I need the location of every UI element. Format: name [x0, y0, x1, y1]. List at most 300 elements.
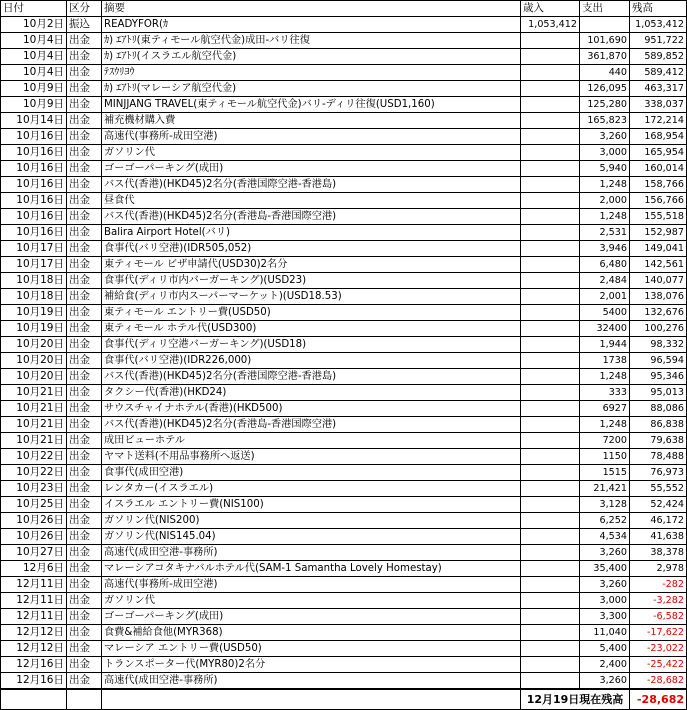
cell-expense[interactable]: 3,000 — [580, 593, 630, 609]
cell-desc[interactable]: ヤマト送料(不用品事務所へ返送) — [102, 449, 521, 465]
cell-desc[interactable]: MINJJANG TRAVEL(東ティモール航空代金)バリ-ディリ往復(USD1,160) — [102, 97, 521, 113]
cell-date[interactable]: 10月22日 — [1, 449, 67, 465]
cell-balance[interactable]: 78,488 — [630, 449, 687, 465]
cell-desc[interactable]: 東ティモール ビザ申請代(USD30)2名分 — [102, 257, 521, 273]
cell-expense[interactable]: 1,248 — [580, 209, 630, 225]
cell-balance[interactable]: 132,676 — [630, 305, 687, 321]
cell-expense[interactable]: 1150 — [580, 449, 630, 465]
cell-desc[interactable]: イスラエル エントリー費(NIS100) — [102, 497, 521, 513]
cell-desc[interactable]: ｶ) ｴｱﾄﾘ(イスラエル航空代金) — [102, 49, 521, 65]
cell-kind[interactable]: 出金 — [67, 545, 102, 561]
cell-desc[interactable]: バス代(香港)(HKD45)2名分(香港島-香港国際空港) — [102, 209, 521, 225]
cell-expense[interactable] — [580, 17, 630, 33]
cell-date[interactable]: 10月9日 — [1, 81, 67, 97]
cell-expense[interactable]: 11,040 — [580, 625, 630, 641]
cell-balance[interactable]: -23,022 — [630, 641, 687, 657]
cell-income[interactable] — [521, 449, 580, 465]
cell-date[interactable]: 10月23日 — [1, 481, 67, 497]
cell-expense[interactable]: 2,531 — [580, 225, 630, 241]
cell-desc[interactable]: ゴーゴーパーキング(成田) — [102, 161, 521, 177]
cell-income[interactable] — [521, 209, 580, 225]
cell-balance[interactable]: 168,954 — [630, 129, 687, 145]
cell-expense[interactable]: 5,400 — [580, 641, 630, 657]
table-row[interactable] — [1, 129, 687, 145]
cell-desc[interactable]: ガソリン代(NIS145.04) — [102, 529, 521, 545]
table-row[interactable] — [1, 305, 687, 321]
cell-expense[interactable]: 1738 — [580, 353, 630, 369]
cell-date[interactable]: 10月17日 — [1, 241, 67, 257]
cell-expense[interactable]: 1,248 — [580, 369, 630, 385]
cell-kind[interactable]: 出金 — [67, 49, 102, 65]
cell-balance[interactable]: 165,954 — [630, 145, 687, 161]
cell-date[interactable]: 10月20日 — [1, 353, 67, 369]
cell-desc[interactable]: バス代(香港)(HKD45)2名分(香港国際空港-香港島) — [102, 369, 521, 385]
cell-income[interactable] — [521, 161, 580, 177]
cell-kind[interactable]: 出金 — [67, 577, 102, 593]
cell-kind[interactable]: 出金 — [67, 465, 102, 481]
cell-expense[interactable]: 5,940 — [580, 161, 630, 177]
cell-balance[interactable]: 98,332 — [630, 337, 687, 353]
cell-kind[interactable]: 出金 — [67, 561, 102, 577]
cell-balance[interactable]: 155,518 — [630, 209, 687, 225]
cell-date[interactable]: 12月12日 — [1, 641, 67, 657]
cell-balance[interactable]: 2,978 — [630, 561, 687, 577]
cell-kind[interactable]: 出金 — [67, 97, 102, 113]
total-label: 12月19日現在残高 — [521, 689, 630, 710]
cell-kind[interactable]: 出金 — [67, 129, 102, 145]
cell-kind[interactable]: 出金 — [67, 113, 102, 129]
cell-kind[interactable]: 出金 — [67, 65, 102, 81]
table-row[interactable] — [1, 481, 687, 497]
cell-balance[interactable]: 158,766 — [630, 177, 687, 193]
cell-income[interactable] — [521, 657, 580, 673]
cell-date[interactable]: 10月22日 — [1, 465, 67, 481]
cell-desc[interactable]: READYFOR(ｶ — [102, 17, 521, 33]
cell-income[interactable] — [521, 145, 580, 161]
cell-expense[interactable]: 6,480 — [580, 257, 630, 273]
cell-balance[interactable]: 46,172 — [630, 513, 687, 529]
cell-expense[interactable]: 2,484 — [580, 273, 630, 289]
cell-desc[interactable]: 補給食(ディリ市内スーパーマーケット)(USD18.53) — [102, 289, 521, 305]
cell-desc[interactable]: 食事代(ディリ市内バーガーキング)(USD23) — [102, 273, 521, 289]
cell-income[interactable] — [521, 529, 580, 545]
cell-date[interactable]: 12月16日 — [1, 657, 67, 673]
table-row[interactable] — [1, 577, 687, 593]
cell-income[interactable] — [521, 625, 580, 641]
cell-desc[interactable]: 成田ビューホテル — [102, 433, 521, 449]
table-row[interactable] — [1, 641, 687, 657]
cell-income[interactable] — [521, 273, 580, 289]
cell-kind[interactable]: 出金 — [67, 353, 102, 369]
cell-expense[interactable]: 35,400 — [580, 561, 630, 577]
cell-desc[interactable]: ｶ) ｴｱﾄﾘ(東ティモール航空代金)成田-バリ往復 — [102, 33, 521, 49]
table-row[interactable] — [1, 609, 687, 625]
cell-income[interactable] — [521, 577, 580, 593]
cell-income[interactable] — [521, 97, 580, 113]
cell-expense[interactable]: 3,128 — [580, 497, 630, 513]
cell-date[interactable]: 10月18日 — [1, 289, 67, 305]
cell-desc[interactable]: マレーシア エントリー費(USD50) — [102, 641, 521, 657]
cell-desc[interactable]: レンタカー(イスラエル) — [102, 481, 521, 497]
table-row[interactable] — [1, 417, 687, 433]
table-row[interactable] — [1, 145, 687, 161]
cell-desc[interactable]: 高速代(成田空港-事務所) — [102, 545, 521, 561]
cell-desc[interactable]: バス代(香港)(HKD45)2名分(香港島-香港国際空港) — [102, 417, 521, 433]
cell-kind[interactable]: 出金 — [67, 257, 102, 273]
cell-desc[interactable]: バス代(香港)(HKD45)2名分(香港国際空港-香港島) — [102, 177, 521, 193]
table-row[interactable] — [1, 81, 687, 97]
cell-balance[interactable]: 156,766 — [630, 193, 687, 209]
cell-kind[interactable]: 出金 — [67, 609, 102, 625]
cell-expense[interactable]: 3,300 — [580, 609, 630, 625]
cell-kind[interactable]: 出金 — [67, 289, 102, 305]
cell-expense[interactable]: 2,400 — [580, 657, 630, 673]
cell-expense[interactable]: 3,260 — [580, 673, 630, 690]
cell-expense[interactable]: 1,944 — [580, 337, 630, 353]
table-row[interactable] — [1, 657, 687, 673]
table-row[interactable] — [1, 561, 687, 577]
table-row[interactable] — [1, 497, 687, 513]
cell-date[interactable]: 10月27日 — [1, 545, 67, 561]
cell-expense[interactable]: 333 — [580, 385, 630, 401]
cell-kind[interactable]: 出金 — [67, 657, 102, 673]
cell-income[interactable] — [521, 321, 580, 337]
table-row[interactable] — [1, 513, 687, 529]
cell-expense[interactable]: 126,095 — [580, 81, 630, 97]
cell-kind[interactable]: 出金 — [67, 529, 102, 545]
cell-kind[interactable]: 出金 — [67, 417, 102, 433]
cell-desc[interactable]: 東ティモール ホテル代(USD300) — [102, 321, 521, 337]
cell-expense[interactable]: 3,260 — [580, 577, 630, 593]
cell-expense[interactable]: 5400 — [580, 305, 630, 321]
cell-income[interactable] — [521, 193, 580, 209]
cell-income[interactable] — [521, 385, 580, 401]
cell-balance[interactable]: 55,552 — [630, 481, 687, 497]
cell-kind[interactable]: 出金 — [67, 481, 102, 497]
cell-desc[interactable]: ﾃｽｳﾘﾖｳ — [102, 65, 521, 81]
cell-desc[interactable]: ゴーゴーパーキング(成田) — [102, 609, 521, 625]
cell-expense[interactable]: 32400 — [580, 321, 630, 337]
cell-balance[interactable]: 140,077 — [630, 273, 687, 289]
cell-date[interactable]: 10月19日 — [1, 321, 67, 337]
total-row — [1, 689, 687, 710]
table-row[interactable] — [1, 225, 687, 241]
cell-balance[interactable]: 149,041 — [630, 241, 687, 257]
cell-balance[interactable]: 160,014 — [630, 161, 687, 177]
table-row[interactable] — [1, 337, 687, 353]
cell-balance[interactable]: 79,638 — [630, 433, 687, 449]
cell-balance[interactable]: 76,973 — [630, 465, 687, 481]
table-row[interactable] — [1, 209, 687, 225]
cell-kind[interactable]: 出金 — [67, 385, 102, 401]
table-row[interactable] — [1, 673, 687, 690]
cell-income[interactable] — [521, 481, 580, 497]
cell-expense[interactable]: 3,260 — [580, 545, 630, 561]
cell-kind[interactable]: 出金 — [67, 81, 102, 97]
cell-desc[interactable]: 食事代(ディリ空港バーガーキング)(USD18) — [102, 337, 521, 353]
cell-kind[interactable]: 出金 — [67, 641, 102, 657]
cell-date[interactable]: 10月26日 — [1, 529, 67, 545]
table-row[interactable] — [1, 65, 687, 81]
cell-expense[interactable]: 3,260 — [580, 129, 630, 145]
cell-date[interactable]: 10月4日 — [1, 33, 67, 49]
cell-kind[interactable]: 出金 — [67, 497, 102, 513]
cell-desc[interactable]: 高速代(成田空港-事務所) — [102, 673, 521, 690]
cell-income[interactable] — [521, 673, 580, 690]
cell-expense[interactable]: 1,248 — [580, 177, 630, 193]
cell-date[interactable]: 10月25日 — [1, 497, 67, 513]
cell-date[interactable]: 10月16日 — [1, 225, 67, 241]
cell-desc[interactable]: 食事代(バリ空港)(IDR505,052) — [102, 241, 521, 257]
cell-balance[interactable]: 86,838 — [630, 417, 687, 433]
cell-expense[interactable]: 440 — [580, 65, 630, 81]
table-row[interactable] — [1, 625, 687, 641]
cell-expense[interactable]: 101,690 — [580, 33, 630, 49]
cell-desc[interactable]: 高速代(事務所-成田空港) — [102, 129, 521, 145]
cell-kind[interactable]: 出金 — [67, 433, 102, 449]
cell-date[interactable]: 10月16日 — [1, 209, 67, 225]
table-row[interactable] — [1, 321, 687, 337]
cell-kind[interactable]: 出金 — [67, 593, 102, 609]
cell-date[interactable]: 10月16日 — [1, 145, 67, 161]
cell-balance[interactable]: 100,276 — [630, 321, 687, 337]
cell-date[interactable]: 10月20日 — [1, 369, 67, 385]
cell-balance[interactable]: 589,412 — [630, 65, 687, 81]
cell-expense[interactable]: 361,870 — [580, 49, 630, 65]
cell-kind[interactable]: 出金 — [67, 305, 102, 321]
cell-date[interactable]: 12月12日 — [1, 625, 67, 641]
cell-kind[interactable]: 振込 — [67, 17, 102, 33]
cell-income[interactable] — [521, 337, 580, 353]
cell-date[interactable]: 10月2日 — [1, 17, 67, 33]
table-row[interactable] — [1, 33, 687, 49]
cell-balance[interactable]: 951,722 — [630, 33, 687, 49]
table-row[interactable] — [1, 449, 687, 465]
cell-income[interactable] — [521, 593, 580, 609]
cell-desc[interactable]: 東ティモール エントリー費(USD50) — [102, 305, 521, 321]
cell-desc[interactable]: 食事代(バリ空港)(IDR226,000) — [102, 353, 521, 369]
cell-desc[interactable]: ガソリン代(NIS200) — [102, 513, 521, 529]
cell-kind[interactable]: 出金 — [67, 161, 102, 177]
cell-income[interactable] — [521, 241, 580, 257]
ledger-body — [1, 17, 687, 690]
cell-income[interactable] — [521, 561, 580, 577]
table-row[interactable] — [1, 193, 687, 209]
cell-date[interactable]: 10月4日 — [1, 65, 67, 81]
cell-income[interactable] — [521, 65, 580, 81]
table-row[interactable] — [1, 433, 687, 449]
cell-date[interactable]: 10月21日 — [1, 385, 67, 401]
total-blank-3 — [102, 689, 521, 710]
cell-income[interactable] — [521, 305, 580, 321]
cell-date[interactable]: 12月11日 — [1, 609, 67, 625]
table-row[interactable] — [1, 97, 687, 113]
cell-balance[interactable]: 38,378 — [630, 545, 687, 561]
table-row[interactable] — [1, 49, 687, 65]
table-row[interactable] — [1, 529, 687, 545]
cell-income[interactable] — [521, 417, 580, 433]
cell-balance[interactable]: -28,682 — [630, 673, 687, 690]
table-row[interactable] — [1, 17, 687, 33]
cell-date[interactable]: 10月16日 — [1, 129, 67, 145]
cell-balance[interactable]: 338,037 — [630, 97, 687, 113]
cell-date[interactable]: 10月4日 — [1, 49, 67, 65]
cell-income[interactable] — [521, 177, 580, 193]
cell-date[interactable]: 12月16日 — [1, 673, 67, 690]
cell-income[interactable] — [521, 465, 580, 481]
cell-expense[interactable]: 2,000 — [580, 193, 630, 209]
cell-expense[interactable]: 6927 — [580, 401, 630, 417]
cell-income[interactable] — [521, 289, 580, 305]
cell-income[interactable]: 1,053,412 — [521, 17, 580, 33]
cell-date[interactable]: 10月21日 — [1, 417, 67, 433]
table-row[interactable] — [1, 289, 687, 305]
cell-balance[interactable]: 95,013 — [630, 385, 687, 401]
cell-expense[interactable]: 2,001 — [580, 289, 630, 305]
cell-kind[interactable]: 出金 — [67, 33, 102, 49]
cell-balance[interactable]: 589,852 — [630, 49, 687, 65]
table-row[interactable] — [1, 545, 687, 561]
cell-date[interactable]: 12月11日 — [1, 593, 67, 609]
cell-desc[interactable]: 高速代(事務所-成田空港) — [102, 577, 521, 593]
cell-kind[interactable]: 出金 — [67, 337, 102, 353]
cell-income[interactable] — [521, 513, 580, 529]
cell-date[interactable]: 12月11日 — [1, 577, 67, 593]
cell-kind[interactable]: 出金 — [67, 625, 102, 641]
cell-date[interactable]: 10月16日 — [1, 161, 67, 177]
cell-desc[interactable]: 補充機材購入費 — [102, 113, 521, 129]
cell-date[interactable]: 10月14日 — [1, 113, 67, 129]
cell-kind[interactable]: 出金 — [67, 209, 102, 225]
cell-date[interactable]: 12月6日 — [1, 561, 67, 577]
cell-income[interactable] — [521, 113, 580, 129]
cell-income[interactable] — [521, 33, 580, 49]
cell-kind[interactable]: 出金 — [67, 241, 102, 257]
cell-balance[interactable]: -17,622 — [630, 625, 687, 641]
cell-desc[interactable]: トランスポーター代(MYR80)2名分 — [102, 657, 521, 673]
cell-desc[interactable]: 食費&補給食他(MYR368) — [102, 625, 521, 641]
cell-kind[interactable]: 出金 — [67, 273, 102, 289]
cell-balance[interactable]: 88,086 — [630, 401, 687, 417]
cell-date[interactable]: 10月21日 — [1, 401, 67, 417]
table-row[interactable] — [1, 177, 687, 193]
cell-desc[interactable]: サウスチャイナホテル(香港)(HKD500) — [102, 401, 521, 417]
cell-date[interactable]: 10月19日 — [1, 305, 67, 321]
header-kind: 区分 — [67, 1, 102, 17]
table-row[interactable] — [1, 241, 687, 257]
cell-expense[interactable]: 7200 — [580, 433, 630, 449]
cell-date[interactable]: 10月16日 — [1, 177, 67, 193]
cell-date[interactable]: 10月9日 — [1, 97, 67, 113]
table-row[interactable] — [1, 401, 687, 417]
cell-desc[interactable]: マレーシアコタキナバルホテル代(SAM-1 Samantha Lovely Homestay) — [102, 561, 521, 577]
cell-income[interactable] — [521, 129, 580, 145]
cell-balance[interactable]: 96,594 — [630, 353, 687, 369]
table-row[interactable] — [1, 369, 687, 385]
cell-income[interactable] — [521, 545, 580, 561]
cell-kind[interactable]: 出金 — [67, 369, 102, 385]
table-row[interactable] — [1, 353, 687, 369]
cell-balance[interactable]: 41,638 — [630, 529, 687, 545]
cell-income[interactable] — [521, 49, 580, 65]
cell-income[interactable] — [521, 433, 580, 449]
cell-balance[interactable]: -282 — [630, 577, 687, 593]
cell-desc[interactable]: ｶ) ｴｱﾄﾘ(マレーシア航空代金) — [102, 81, 521, 97]
cell-balance[interactable]: 142,561 — [630, 257, 687, 273]
cell-balance[interactable]: 138,076 — [630, 289, 687, 305]
cell-expense[interactable]: 3,946 — [580, 241, 630, 257]
cell-balance[interactable]: 463,317 — [630, 81, 687, 97]
cell-balance[interactable]: 95,346 — [630, 369, 687, 385]
table-row[interactable] — [1, 161, 687, 177]
table-row[interactable] — [1, 113, 687, 129]
cell-desc[interactable]: タクシー代(香港)(HKD24) — [102, 385, 521, 401]
cell-income[interactable] — [521, 609, 580, 625]
cell-kind[interactable]: 出金 — [67, 225, 102, 241]
cell-expense[interactable]: 1515 — [580, 465, 630, 481]
cell-date[interactable]: 10月17日 — [1, 257, 67, 273]
table-row[interactable] — [1, 593, 687, 609]
cell-income[interactable] — [521, 369, 580, 385]
cell-kind[interactable]: 出金 — [67, 177, 102, 193]
cell-income[interactable] — [521, 257, 580, 273]
cell-desc[interactable]: Balira Airport Hotel(バリ) — [102, 225, 521, 241]
cell-expense[interactable]: 21,421 — [580, 481, 630, 497]
table-row[interactable] — [1, 257, 687, 273]
cell-kind[interactable]: 出金 — [67, 193, 102, 209]
cell-desc[interactable]: ガソリン代 — [102, 593, 521, 609]
cell-balance[interactable]: 1,053,412 — [630, 17, 687, 33]
cell-date[interactable]: 10月18日 — [1, 273, 67, 289]
cell-income[interactable] — [521, 641, 580, 657]
cell-kind[interactable]: 出金 — [67, 401, 102, 417]
cell-expense[interactable]: 6,252 — [580, 513, 630, 529]
cell-kind[interactable]: 出金 — [67, 145, 102, 161]
header-date: 日付 — [1, 1, 67, 17]
cell-expense[interactable]: 3,000 — [580, 145, 630, 161]
cell-expense[interactable]: 165,823 — [580, 113, 630, 129]
cell-desc[interactable]: 昼食代 — [102, 193, 521, 209]
cell-balance[interactable]: 152,987 — [630, 225, 687, 241]
cell-balance[interactable]: -6,582 — [630, 609, 687, 625]
table-row[interactable] — [1, 385, 687, 401]
cell-income[interactable] — [521, 225, 580, 241]
cell-kind[interactable]: 出金 — [67, 513, 102, 529]
cell-income[interactable] — [521, 401, 580, 417]
table-row[interactable] — [1, 465, 687, 481]
cell-desc[interactable]: ガソリン代 — [102, 145, 521, 161]
cell-desc[interactable]: 食事代(成田空港) — [102, 465, 521, 481]
cell-date[interactable]: 10月20日 — [1, 337, 67, 353]
cell-balance[interactable]: 172,214 — [630, 113, 687, 129]
cell-balance[interactable]: -25,422 — [630, 657, 687, 673]
cell-income[interactable] — [521, 81, 580, 97]
cell-income[interactable] — [521, 353, 580, 369]
cell-date[interactable]: 10月26日 — [1, 513, 67, 529]
cell-expense[interactable]: 1,248 — [580, 417, 630, 433]
cell-kind[interactable]: 出金 — [67, 673, 102, 690]
cell-date[interactable]: 10月16日 — [1, 193, 67, 209]
cell-balance[interactable]: -3,282 — [630, 593, 687, 609]
cell-income[interactable] — [521, 497, 580, 513]
cell-kind[interactable]: 出金 — [67, 321, 102, 337]
cell-expense[interactable]: 125,280 — [580, 97, 630, 113]
cell-date[interactable]: 10月21日 — [1, 433, 67, 449]
cell-kind[interactable]: 出金 — [67, 449, 102, 465]
cell-expense[interactable]: 4,534 — [580, 529, 630, 545]
cell-balance[interactable]: 52,424 — [630, 497, 687, 513]
table-row[interactable] — [1, 273, 687, 289]
